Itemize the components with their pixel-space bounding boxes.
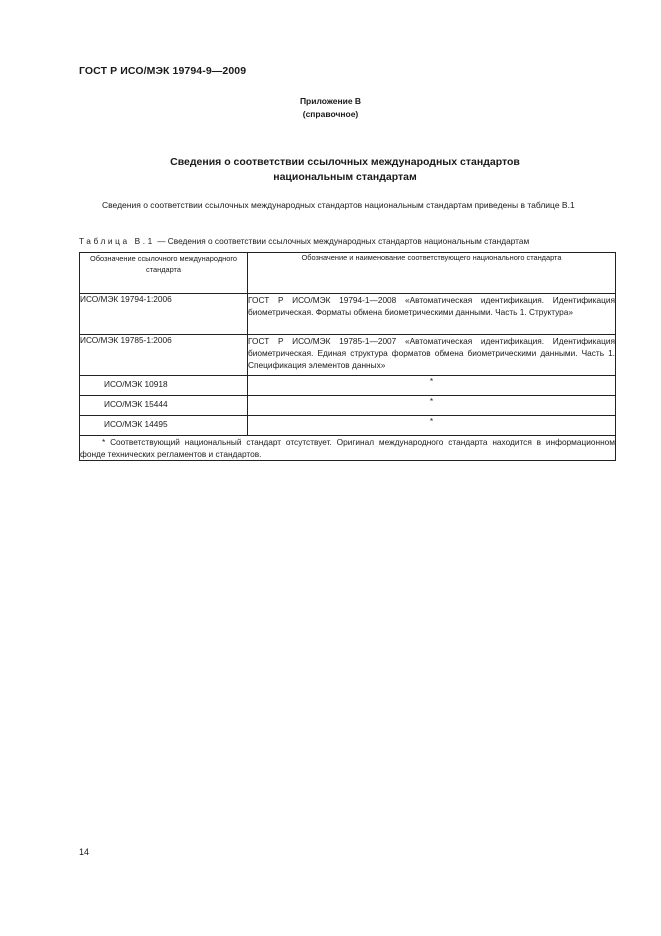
reference-table [79, 252, 616, 461]
national-standard-absent-marker: * [248, 416, 616, 436]
table-row [80, 294, 616, 335]
table-footnote: * Соответствующий национальный стандарт отсутствует. Оригинал международного стандарта находится в информационном фонде технических регламентов и стандартов. [80, 437, 615, 459]
intro-paragraph: Сведения о соответствии ссылочных международных стандартов национальным стандартам приведены в таблице В.1 [102, 200, 575, 210]
annex-title: Приложение В [299, 96, 362, 106]
national-standard-absent-marker: * [248, 376, 616, 396]
table-caption [79, 236, 619, 246]
national-standard-absent-marker: * [248, 396, 616, 416]
intl-standard-code: ИСО/МЭК 19785-1:2006 [80, 335, 248, 376]
annex-subtitle: (справочное) [302, 109, 359, 119]
intl-standard-code: ИСО/МЭК 15444 [80, 396, 248, 416]
table-row [80, 376, 616, 396]
intl-standard-code: ИСО/МЭК 19794-1:2006 [80, 294, 248, 335]
table-caption-prefix: Таблица В.1 [79, 236, 155, 246]
column-header-intl: Обозначение ссылочного международного стандарта [80, 253, 248, 294]
section-heading-line-1: Сведения о соответствии ссылочных международных стандартов [170, 156, 520, 168]
table-row [80, 416, 616, 436]
document-code: ГОСТ Р ИСО/МЭК 19794-9—2009 [79, 65, 247, 77]
section-heading [0, 155, 661, 185]
national-standard-name: ГОСТ Р ИСО/МЭК 19785-1—2007 «Автоматическая идентификация. Идентификация биометрическая. Единая структура форматов обмена биометрическими данными. Часть 1. Спецификация элементов данных» [248, 335, 616, 376]
column-header-national: Обозначение и наименование соответствующего национального стандарта [248, 253, 616, 294]
table-row [80, 335, 616, 376]
table-caption-text: — Сведения о соответствии ссылочных международных стандартов национальным стандартам [154, 236, 530, 246]
national-standard-name: ГОСТ Р ИСО/МЭК 19794-1—2008 «Автоматическая идентификация. Идентификация биометрическая. Форматы обмена биометрическими данными. Часть 1. Структура» [248, 294, 616, 335]
section-heading-line-2: национальным стандартам [273, 171, 417, 183]
table-row [80, 396, 616, 416]
intl-standard-code: ИСО/МЭК 10918 [80, 376, 248, 396]
page-number: 14 [79, 847, 90, 857]
table-header-row [80, 253, 616, 294]
annex-label [0, 95, 661, 121]
table-footnote-row [80, 436, 616, 461]
intl-standard-code: ИСО/МЭК 14495 [80, 416, 248, 436]
